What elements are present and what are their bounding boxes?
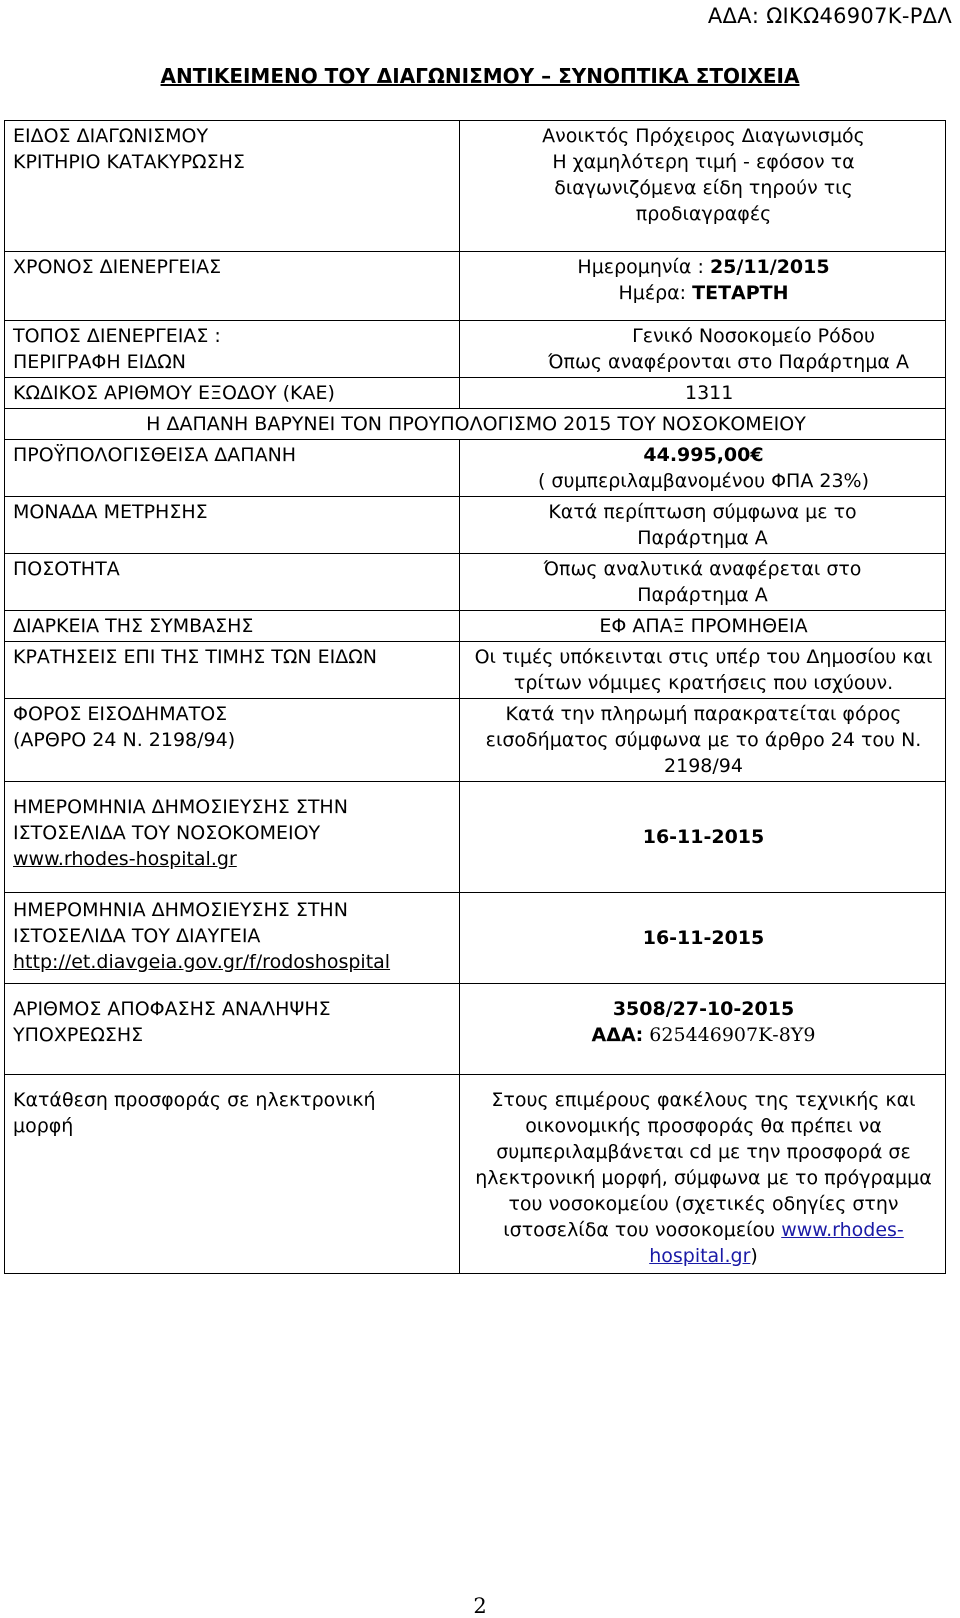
desc-label: ΠΕΡΙΓΡΑΦΗ ΕΙΔΩΝ <box>13 351 187 373</box>
value-cell <box>460 121 946 252</box>
value-cell <box>460 699 946 782</box>
qty-label: ΠΟΣΟΤΗΤΑ <box>13 558 120 580</box>
decision-label: ΑΡΙΘΜΟΣ ΑΠΟΦΑΣΗΣ ΑΝΑΛΗΨΗΣ ΥΠΟΧΡΕΩΣΗΣ <box>13 998 331 1046</box>
unit-label: ΜΟΝΑΔΑ ΜΕΤΡΗΣΗΣ <box>13 501 208 523</box>
label-cell <box>5 1075 460 1274</box>
pub-site-label: ΗΜΕΡΟΜΗΝΙΑ ΔΗΜΟΣΙΕΥΣΗΣ ΣΤΗΝ ΙΣΤΟΣΕΛΙΔΑ ΤΟΥ ΝΟΣΟΚΟΜΕΙΟΥ <box>13 796 348 844</box>
label-cell <box>5 440 460 497</box>
table-row <box>5 984 946 1075</box>
value-cell <box>460 554 946 611</box>
table-row <box>5 642 946 699</box>
value-cell <box>460 440 946 497</box>
electronic-url[interactable]: www.rhodes-hospital.gr <box>649 1219 904 1267</box>
decision-ada <box>468 1022 939 1048</box>
label-cell <box>5 121 460 252</box>
table-row <box>5 409 946 440</box>
value-cell <box>460 252 946 321</box>
place-label: ΤΟΠΟΣ ΔΙΕΝΕΡΓΕΙΑΣ : <box>13 325 221 347</box>
cost-value: 44.995,00€ <box>643 444 764 466</box>
table-row <box>5 378 946 409</box>
electronic-end: ) <box>750 1245 758 1267</box>
value-cell <box>460 497 946 554</box>
date-value: 25/11/2015 <box>709 256 830 278</box>
table-row <box>5 121 946 252</box>
table-row <box>5 1075 946 1274</box>
page-number: 2 <box>473 1594 487 1618</box>
day-line <box>468 280 939 306</box>
table-row <box>5 497 946 554</box>
document-title <box>0 64 960 88</box>
budget-note-cell <box>5 409 946 440</box>
summary-table <box>4 120 946 1274</box>
table-row <box>5 554 946 611</box>
type-value: Ανοικτός Πρόχειρος Διαγωνισμός <box>542 125 865 147</box>
day-value: ΤΕΤΑΡΤΗ <box>692 282 789 304</box>
desc-value: Όπως αναφέρονται στο Παράρτημα Α <box>548 351 909 373</box>
label-cell <box>5 378 460 409</box>
table-row <box>5 611 946 642</box>
label-cell <box>5 554 460 611</box>
date-prefix: Ημερομηνία : <box>577 256 710 278</box>
value-cell <box>460 321 946 378</box>
value-cell <box>460 378 946 409</box>
type-label: ΕΙΔΟΣ ΔΙΑΓΩΝΙΣΜΟΥ <box>13 125 209 147</box>
label-cell <box>5 611 460 642</box>
pub-diav-value: 16-11-2015 <box>642 927 765 949</box>
label-cell <box>5 893 460 984</box>
pub-diav-label: ΗΜΕΡΟΜΗΝΙΑ ΔΗΜΟΣΙΕΥΣΗΣ ΣΤΗΝ ΙΣΤΟΣΕΛΙΔΑ ΤΟΥ ΔΙΑΥΓΕΙΑ <box>13 899 348 947</box>
time-label: ΧΡΟΝΟΣ ΔΙΕΝΕΡΓΕΙΑΣ <box>13 256 222 278</box>
pub-site-value: 16-11-2015 <box>642 826 765 848</box>
tax-value: Κατά την πληρωμή παρακρατείται φόρος εισοδήματος σύμφωνα με το άρθρο 24 του Ν. 2198/94 <box>485 703 922 777</box>
decision-ada-value: 625446907Κ-8Υ9 <box>643 1024 816 1046</box>
cost-label: ΠΡΟΫΠΟΛΟΓΙΣΘΕΙΣΑ ΔΑΠΑΝΗ <box>13 444 297 466</box>
table-row <box>5 893 946 984</box>
table-row <box>5 782 946 893</box>
tax-label-2: (ΑΡΘΡΟ 24 Ν. 2198/94) <box>13 729 236 751</box>
decision-value: 3508/27-10-2015 <box>612 998 795 1020</box>
label-cell <box>5 321 460 378</box>
budget-note: Η ΔΑΠΑΝΗ ΒΑΡΥΝΕΙ ΤΟΝ ΠΡΟΥΠΟΛΟΓΙΣΜΟ 2015 ΤΟΥ ΝΟΣΟΚΟΜΕΙΟΥ <box>146 413 806 435</box>
label-cell <box>5 782 460 893</box>
duration-value: ΕΦ ΑΠΑΞ ΠΡΟΜΗΘΕΙΑ <box>599 615 808 637</box>
table-row <box>5 699 946 782</box>
value-cell <box>460 642 946 699</box>
label-cell <box>5 699 460 782</box>
table-row <box>5 252 946 321</box>
place-value: Γενικό Νοσοκομείο Ρόδου <box>632 325 875 347</box>
label-cell <box>5 984 460 1075</box>
deduct-label: ΚΡΑΤΗΣΕΙΣ ΕΠΙ ΤΗΣ ΤΙΜΗΣ ΤΩΝ ΕΙΔΩΝ <box>13 646 377 668</box>
table-row <box>5 321 946 378</box>
deduct-value: Οι τιμές υπόκεινται στις υπέρ του Δημοσίου και τρίτων νόμιμες κρατήσεις που ισχύουν. <box>474 646 933 694</box>
label-cell <box>5 642 460 699</box>
date-line <box>468 254 939 280</box>
value-cell <box>460 1075 946 1274</box>
ada-reference: ΑΔΑ: ΩΙΚΩ46907Κ-ΡΔΛ <box>707 4 952 28</box>
tax-label-1: ΦΟΡΟΣ ΕΙΣΟΔΗΜΑΤΟΣ <box>13 703 228 725</box>
electronic-label: Κατάθεση προσφοράς σε ηλεκτρονική μορφή <box>13 1089 376 1137</box>
day-prefix: Ημέρα: <box>618 282 693 304</box>
pub-site-url[interactable]: www.rhodes-hospital.gr <box>13 848 237 870</box>
cost-note: ( συμπεριλαμβανομένου ΦΠΑ 23%) <box>537 470 870 492</box>
electronic-value: Στους επιμέρους φακέλους της τεχνικής και οικονομικής προσφοράς θα πρέπει να συμπεριλαμβάνεται cd με την προσφορά σε ηλεκτρονική μορφή, σύμφωνα με το πρόγραμμα του νοσοκομείου (σχετικές οδηγίες στην ιστοσελίδα του νοσοκομείου <box>475 1089 932 1241</box>
label-cell <box>5 252 460 321</box>
document-title-text: ΑΝΤΙΚΕΙΜΕΝΟ ΤΟΥ ΔΙΑΓΩΝΙΣΜΟΥ – ΣΥΝΟΠΤΙΚΑ ΣΤΟΙΧΕΙΑ <box>160 64 800 88</box>
decision-ada-prefix: ΑΔΑ: <box>591 1024 644 1046</box>
code-value: 1311 <box>685 382 734 404</box>
table-row <box>5 440 946 497</box>
value-cell <box>460 893 946 984</box>
label-cell <box>5 497 460 554</box>
criterion-label: ΚΡΙΤΗΡΙΟ ΚΑΤΑΚΥΡΩΣΗΣ <box>13 151 245 173</box>
code-label: ΚΩΔΙΚΟΣ ΑΡΙΘΜΟΥ ΕΞΟΔΟΥ (ΚΑΕ) <box>13 382 335 404</box>
qty-value: Όπως αναλυτικά αναφέρεται στο Παράρτημα Α <box>543 558 862 606</box>
unit-value: Κατά περίπτωση σύμφωνα με το Παράρτημα Α <box>548 501 857 549</box>
pub-diav-url[interactable]: http://et.diavgeia.gov.gr/f/rodoshospital <box>13 951 391 973</box>
value-cell <box>460 984 946 1075</box>
criterion-value: Η χαμηλότερη τιμή - εφόσον τα διαγωνιζόμενα είδη τηρούν τις προδιαγραφές <box>552 151 855 225</box>
value-cell <box>460 782 946 893</box>
value-cell <box>460 611 946 642</box>
duration-label: ΔΙΑΡΚΕΙΑ ΤΗΣ ΣΥΜΒΑΣΗΣ <box>13 615 254 637</box>
